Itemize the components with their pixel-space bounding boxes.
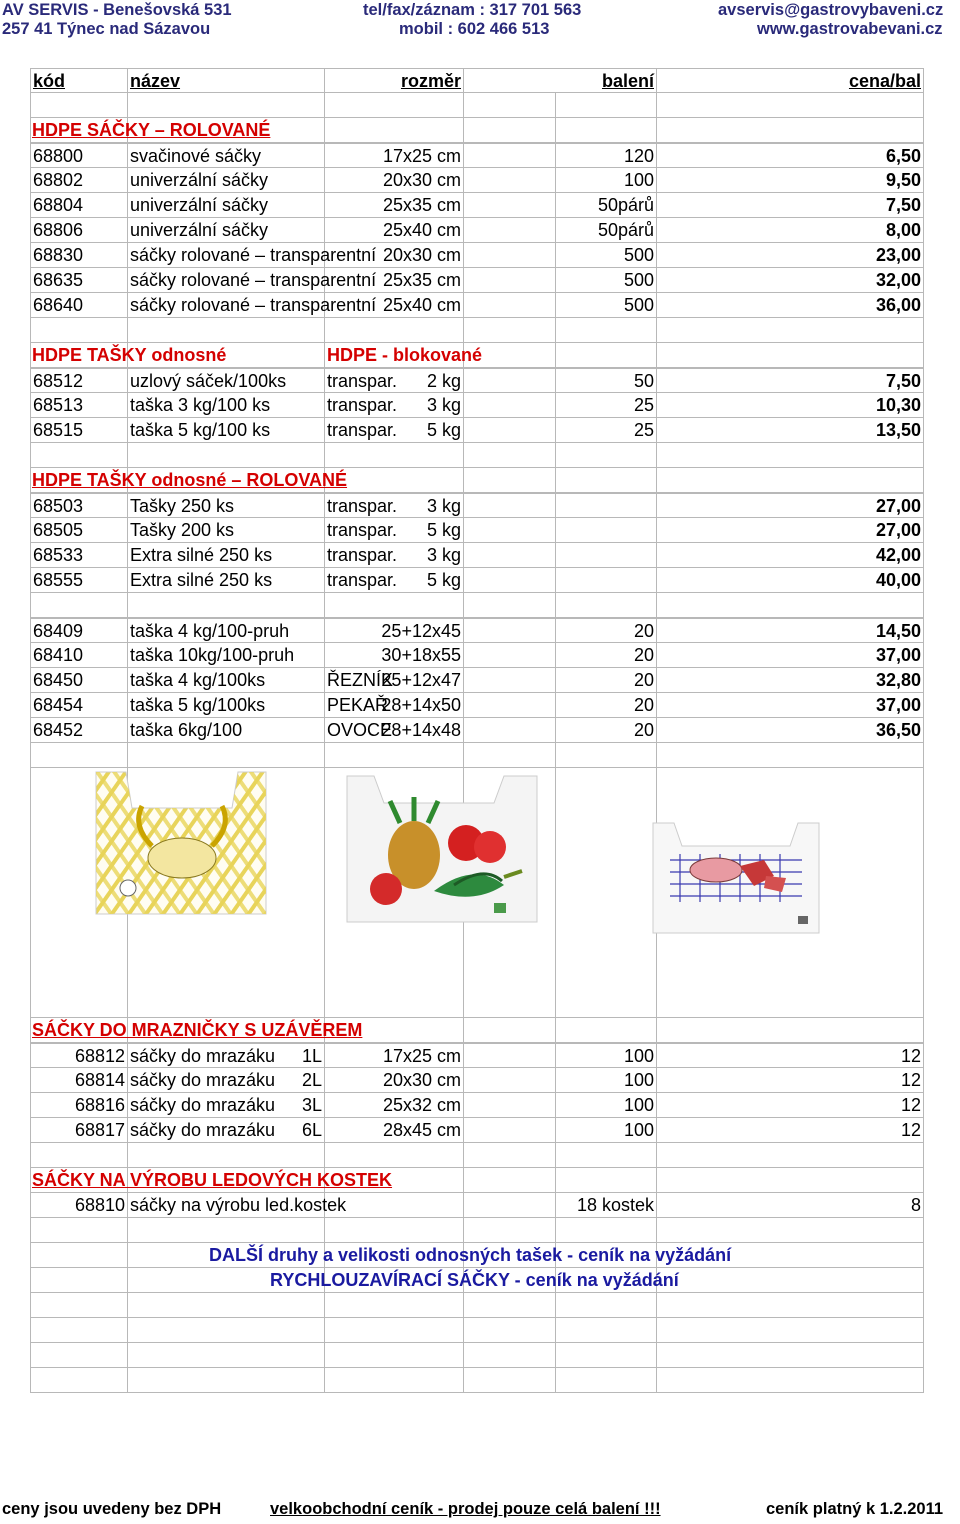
pack-cell: 50 xyxy=(556,368,657,393)
section-title: SÁČKY DO MRAZNIČKY S UZÁVĚREM xyxy=(32,1020,363,1040)
table-row xyxy=(30,168,924,193)
pack-cell: 20 xyxy=(556,668,657,693)
footer-wholesale-note: velkoobchodní ceník - prodej pouze celá balení !!! xyxy=(270,1500,661,1518)
name-cell: taška 10kg/100-pruh xyxy=(128,643,325,668)
pack-cell: 100 xyxy=(556,1043,657,1068)
code-cell: 68806 xyxy=(30,218,128,243)
pack-cell: 500 xyxy=(556,243,657,268)
table-row xyxy=(30,418,924,443)
pack-cell: 18 kostek xyxy=(556,1193,657,1218)
type-cell: transpar. 5 kg xyxy=(325,418,464,443)
pack-cell: 500 xyxy=(556,293,657,318)
col-code-header: kód xyxy=(30,68,128,93)
code-cell: 68640 xyxy=(30,293,128,318)
email[interactable]: avservis@gastrovybaveni.cz xyxy=(718,1,944,19)
name-cell: taška 6kg/100 xyxy=(128,718,325,743)
size-cell xyxy=(464,293,556,318)
price-list-sheet xyxy=(30,68,924,1393)
size-cell: 28+14x48 xyxy=(381,720,461,740)
section-title: HDPE SÁČKY – ROLOVANÉ xyxy=(32,120,271,140)
size-cell: 25x32 cm xyxy=(325,1093,464,1118)
type-cell: transpar. 3 kg xyxy=(325,543,464,568)
pack-cell xyxy=(556,518,657,543)
note-row xyxy=(30,1243,924,1268)
pack-cell: 20 xyxy=(556,618,657,643)
section1-rows xyxy=(30,143,924,318)
size-cell: 5 kg xyxy=(426,420,461,440)
butcher-bag-image xyxy=(650,820,822,936)
size-cell xyxy=(464,218,556,243)
empty-cell: 20x30 cm xyxy=(325,243,464,268)
mobile: mobil : 602 466 513 xyxy=(399,20,550,38)
section4-rows xyxy=(30,618,924,743)
name-cell: taška 3 kg/100 ks xyxy=(128,393,325,418)
price-cell: 37,00 xyxy=(657,693,924,718)
pack-cell: 100 xyxy=(556,1093,657,1118)
size-cell: 5 kg xyxy=(426,520,461,540)
code-cell: 68635 xyxy=(30,268,128,293)
section3-rows xyxy=(30,493,924,593)
empty-cell xyxy=(464,1043,556,1068)
code-cell: 68817 xyxy=(30,1118,128,1143)
code-cell: 68555 xyxy=(30,568,128,593)
name-cell: taška 5 kg/100ks xyxy=(128,693,325,718)
section-subtitle: HDPE - blokované xyxy=(327,345,483,365)
size-cell xyxy=(464,143,556,168)
size-cell xyxy=(464,193,556,218)
table-row xyxy=(30,368,924,393)
section-title-row xyxy=(30,1168,924,1193)
vegetable-bag-image xyxy=(344,773,540,925)
name-cell: uzlový sáček/100ks xyxy=(128,368,325,393)
pack-cell: 100 xyxy=(556,168,657,193)
name-cell: univerzální sáčky xyxy=(128,193,325,218)
size-cell: 3 kg xyxy=(426,545,461,565)
empty-cell xyxy=(464,543,556,568)
empty-cell: 20x30 cm xyxy=(325,168,464,193)
pack-cell xyxy=(556,543,657,568)
name-cell: svačinové sáčky xyxy=(128,143,325,168)
code-cell: 68800 xyxy=(30,143,128,168)
price-cell: 12 xyxy=(657,1118,924,1143)
table-row xyxy=(30,643,924,668)
empty-cell xyxy=(464,1093,556,1118)
price-cell: 7,50 xyxy=(657,368,924,393)
code-cell: 68409 xyxy=(30,618,128,643)
section-title: HDPE TAŠKY odnosné – ROLOVANÉ xyxy=(32,470,348,490)
volume-cell: 3L xyxy=(301,1095,322,1115)
name-cell: taška 5 kg/100 ks xyxy=(128,418,325,443)
code-cell: 68802 xyxy=(30,168,128,193)
spacer-row xyxy=(30,1318,924,1343)
table-row xyxy=(30,518,924,543)
table-row xyxy=(30,193,924,218)
price-cell: 14,50 xyxy=(657,618,924,643)
company-name: AV SERVIS - Benešovská 531 xyxy=(2,1,232,19)
table-row xyxy=(30,493,924,518)
table-row xyxy=(30,1068,924,1093)
price-cell: 37,00 xyxy=(657,643,924,668)
empty-cell: 25x40 cm xyxy=(325,293,464,318)
spacer-row xyxy=(30,93,924,118)
empty-cell xyxy=(464,1118,556,1143)
spacer-row xyxy=(30,1343,924,1368)
code-cell: 68810 xyxy=(30,1193,128,1218)
size-cell: 28+14x50 xyxy=(381,695,461,715)
code-cell: 68816 xyxy=(30,1093,128,1118)
code-cell: 68814 xyxy=(30,1068,128,1093)
type-cell: transpar. 3 kg xyxy=(325,493,464,518)
spacer-row xyxy=(30,593,924,618)
col-name-header: název xyxy=(128,68,325,93)
code-cell: 68533 xyxy=(30,543,128,568)
empty-cell xyxy=(464,718,556,743)
code-cell: 68452 xyxy=(30,718,128,743)
price-cell: 36,50 xyxy=(657,718,924,743)
type-cell xyxy=(325,618,464,643)
spacer-row xyxy=(30,1143,924,1168)
price-cell: 27,00 xyxy=(657,518,924,543)
size-cell: 25+12x47 xyxy=(381,670,461,690)
table-row xyxy=(30,1093,924,1118)
name-cell: sáčky do mrazáku 1L xyxy=(128,1043,325,1068)
pack-cell: 20 xyxy=(556,643,657,668)
empty-cell: 17x25 cm xyxy=(325,143,464,168)
empty-cell: 25x40 cm xyxy=(325,218,464,243)
code-cell: 68804 xyxy=(30,193,128,218)
size-cell: 17x25 cm xyxy=(325,1043,464,1068)
empty-cell: 25x35 cm xyxy=(325,193,464,218)
pack-cell: 20 xyxy=(556,693,657,718)
table-row xyxy=(30,218,924,243)
col-pack-header: balení xyxy=(464,68,657,93)
code-cell: 68505 xyxy=(30,518,128,543)
empty-cell xyxy=(464,568,556,593)
name-cell: Extra silné 250 ks xyxy=(128,568,325,593)
type-cell: transpar. 2 kg xyxy=(325,368,464,393)
name-cell: sáčky rolované – transparentní xyxy=(128,268,325,293)
type-cell: ŘEZNÍK 25+12x47 xyxy=(325,668,464,693)
name-cell: taška 4 kg/100-pruh xyxy=(128,618,325,643)
empty-cell xyxy=(464,418,556,443)
code-cell: 68513 xyxy=(30,393,128,418)
section5-rows xyxy=(30,1043,924,1143)
empty-cell xyxy=(464,493,556,518)
name-cell: Extra silné 250 ks xyxy=(128,543,325,568)
footer-vat-note: ceny jsou uvedeny bez DPH xyxy=(2,1500,222,1518)
code-cell: 68515 xyxy=(30,418,128,443)
price-cell: 40,00 xyxy=(657,568,924,593)
size-cell: 20x30 cm xyxy=(325,1068,464,1093)
table-row xyxy=(30,143,924,168)
code-cell: 68812 xyxy=(30,1043,128,1068)
type-cell: transpar. 5 kg xyxy=(325,568,464,593)
empty-cell xyxy=(464,1068,556,1093)
pack-cell: 100 xyxy=(556,1118,657,1143)
size-cell xyxy=(464,268,556,293)
type-cell: transpar. 3 kg xyxy=(325,393,464,418)
table-row xyxy=(30,693,924,718)
pack-cell: 120 xyxy=(556,143,657,168)
code-cell: 68503 xyxy=(30,493,128,518)
type-cell: OVOCE 28+14x48 xyxy=(325,718,464,743)
name-cell: sáčky do mrazáku 3L xyxy=(128,1093,325,1118)
price-cell: 7,50 xyxy=(657,193,924,218)
price-cell: 8,00 xyxy=(657,218,924,243)
pack-cell xyxy=(556,568,657,593)
section-title: SÁČKY NA VÝROBU LEDOVÝCH KOSTEK xyxy=(32,1170,393,1190)
note-zip-bags: RYCHLOUZAVÍRACÍ SÁČKY - ceník na vyžádání xyxy=(270,1270,679,1290)
col-price-header: cena/bal xyxy=(657,68,924,93)
name-cell: univerzální sáčky xyxy=(128,218,325,243)
section-title-row xyxy=(30,468,924,493)
code-cell: 68454 xyxy=(30,693,128,718)
empty-cell xyxy=(464,518,556,543)
name-cell: Tašky 200 ks xyxy=(128,518,325,543)
spacer-row xyxy=(30,1368,924,1393)
code-cell: 68410 xyxy=(30,643,128,668)
pack-cell: 500 xyxy=(556,268,657,293)
col-size-header: rozměr xyxy=(325,68,464,93)
note-more-types: DALŠÍ druhy a velikosti odnosných tašek - ceník na vyžádání xyxy=(209,1245,732,1265)
price-cell: 12 xyxy=(657,1043,924,1068)
table-row xyxy=(30,293,924,318)
empty-cell xyxy=(464,368,556,393)
footer-validity: ceník platný k 1.2.2011 xyxy=(766,1500,944,1518)
volume-cell: 6L xyxy=(301,1120,322,1140)
price-cell: 27,00 xyxy=(657,493,924,518)
code-cell: 68450 xyxy=(30,668,128,693)
type-cell: transpar. 5 kg xyxy=(325,518,464,543)
name-cell: taška 4 kg/100ks xyxy=(128,668,325,693)
name-cell: Tašky 250 ks xyxy=(128,493,325,518)
code-cell: 68512 xyxy=(30,368,128,393)
price-cell: 8 xyxy=(657,1193,924,1218)
price-cell: 9,50 xyxy=(657,168,924,193)
note-row xyxy=(30,1268,924,1293)
section-title-row xyxy=(30,118,924,143)
pack-cell: 100 xyxy=(556,1068,657,1093)
size-cell: 2 kg xyxy=(426,371,461,391)
size-cell: 30+18x55 xyxy=(381,645,461,665)
price-cell: 6,50 xyxy=(657,143,924,168)
type-cell: PEKAŘ 28+14x50 xyxy=(325,693,464,718)
size-cell xyxy=(464,168,556,193)
phone: tel/fax/záznam : 317 701 563 xyxy=(363,1,582,19)
spacer-row xyxy=(30,1218,924,1243)
table-row xyxy=(30,668,924,693)
empty-cell: 25x35 cm xyxy=(325,268,464,293)
size-cell: 28x45 cm xyxy=(325,1118,464,1143)
type-cell xyxy=(325,643,464,668)
pack-cell xyxy=(556,493,657,518)
column-header-row xyxy=(30,68,924,93)
spacer-row xyxy=(30,318,924,343)
spacer-row xyxy=(30,443,924,468)
section2-rows xyxy=(30,368,924,443)
price-cell: 32,00 xyxy=(657,268,924,293)
empty-cell xyxy=(464,618,556,643)
empty-cell xyxy=(464,643,556,668)
pack-cell: 50párů xyxy=(556,218,657,243)
size-cell xyxy=(464,243,556,268)
company-address: 257 41 Týnec nad Sázavou xyxy=(2,20,211,38)
pack-cell: 20 xyxy=(556,718,657,743)
price-cell: 12 xyxy=(657,1068,924,1093)
size-cell: 5 kg xyxy=(426,570,461,590)
table-row xyxy=(30,268,924,293)
section-title-row xyxy=(30,343,924,368)
empty-cell xyxy=(464,693,556,718)
name-cell: sáčky na výrobu led.kostek xyxy=(128,1193,325,1218)
empty-cell xyxy=(464,668,556,693)
name-cell: sáčky rolované – transparentní xyxy=(128,243,325,268)
table-row xyxy=(30,243,924,268)
pack-cell: 25 xyxy=(556,418,657,443)
table-row xyxy=(30,393,924,418)
pack-cell: 25 xyxy=(556,393,657,418)
volume-cell: 1L xyxy=(301,1046,322,1066)
empty-cell xyxy=(464,393,556,418)
table-row xyxy=(30,568,924,593)
table-row xyxy=(30,1118,924,1143)
website[interactable]: www.gastrovabevani.cz xyxy=(757,20,943,38)
size-cell: 3 kg xyxy=(426,395,461,415)
table-row xyxy=(30,1043,924,1068)
price-cell: 12 xyxy=(657,1093,924,1118)
spacer-row xyxy=(30,743,924,768)
bakery-bag-image xyxy=(92,768,270,918)
pack-cell: 50párů xyxy=(556,193,657,218)
table-row xyxy=(30,1193,924,1218)
name-cell: univerzální sáčky xyxy=(128,168,325,193)
size-cell: 3 kg xyxy=(426,496,461,516)
price-cell: 32,80 xyxy=(657,668,924,693)
name-cell: sáčky rolované – transparentní xyxy=(128,293,325,318)
spacer-row xyxy=(30,1293,924,1318)
volume-cell: 2L xyxy=(301,1070,322,1090)
name-cell: sáčky do mrazáku 6L xyxy=(128,1118,325,1143)
price-cell: 10,30 xyxy=(657,393,924,418)
table-row xyxy=(30,618,924,643)
section-title: HDPE TAŠKY odnosné xyxy=(32,345,227,365)
price-cell: 36,00 xyxy=(657,293,924,318)
size-cell: 25+12x45 xyxy=(381,621,461,641)
price-cell: 23,00 xyxy=(657,243,924,268)
table-row xyxy=(30,718,924,743)
section-title-row xyxy=(30,1018,924,1043)
price-cell: 13,50 xyxy=(657,418,924,443)
code-cell: 68830 xyxy=(30,243,128,268)
price-cell: 42,00 xyxy=(657,543,924,568)
table-row xyxy=(30,543,924,568)
name-cell: sáčky do mrazáku 2L xyxy=(128,1068,325,1093)
